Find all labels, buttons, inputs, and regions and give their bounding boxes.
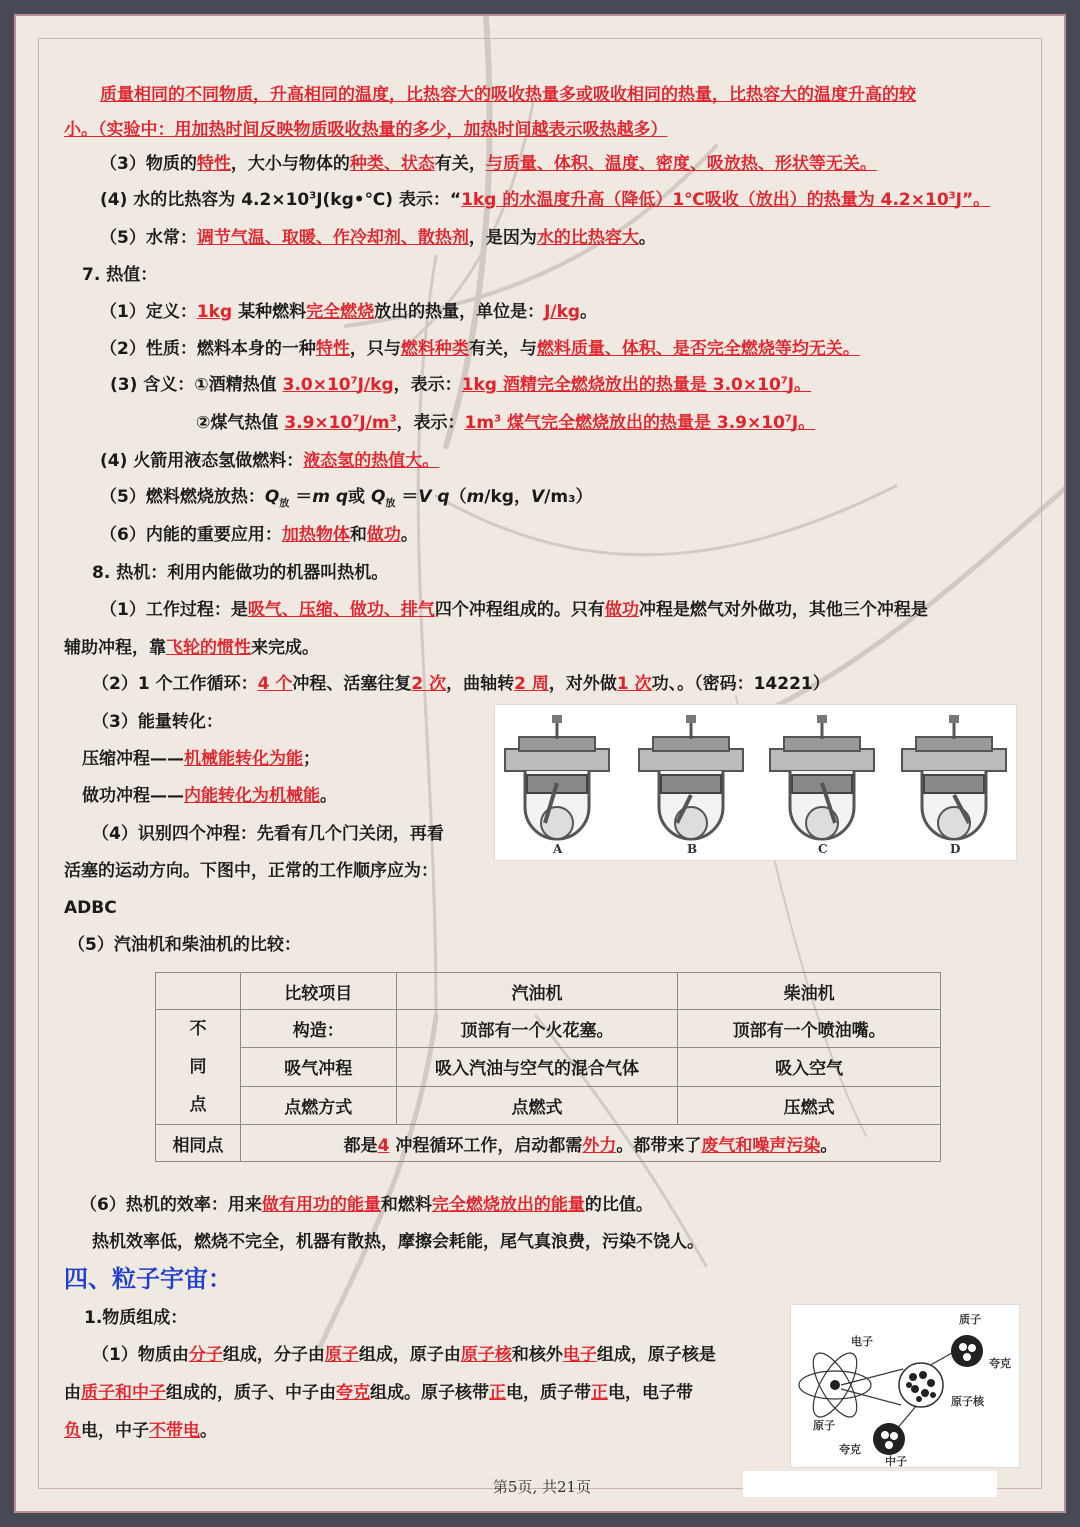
engine-b <box>639 715 743 839</box>
same-points-text: 都是4 冲程循环工作，启动都需外力。都带来了废气和噪声污染。 <box>240 1125 940 1162</box>
table-header-row <box>156 973 941 1010</box>
item-5-water-use: （5）水常：调节气温、取暖、作冷却剂、散热剂，是因为水的比热容大。 <box>100 228 656 248</box>
power-stroke: 做功冲程——内能转化为机械能。 <box>82 786 337 806</box>
item-7-6-application: （6）内能的重要应用：加热物体和做功。 <box>100 525 418 545</box>
item-7-5-formula: （5）燃料燃烧放热：$Q_放 =m$ q或 $Q_放 =V$ q（m/kg，V/m₃） <box>100 487 593 510</box>
label-quark-1: 夸克 <box>989 1357 1011 1370</box>
label-electron: 电子 <box>851 1335 873 1348</box>
efficiency-rhyme: 热机效率低，燃烧不完全，机器有散热，摩擦会耗能，尾气真浪费，污染不饶人。 <box>92 1232 704 1252</box>
item-4-water: (4) 水的比热容为 $4.2\times 10^3J(kg•℃)$ 表示：“1kg 的水温度升高（降低）1℃吸收（放出）的热量为 $4.2\times 10^3J$”。 <box>100 190 991 210</box>
same-points-label: 相同点 <box>156 1125 241 1162</box>
header-gasoline: 汽油机 <box>396 973 678 1010</box>
compression-stroke: 压缩冲程——机械能转化为能； <box>82 749 320 769</box>
engine-d <box>902 715 1006 839</box>
page-number: 第5页, 共21页 <box>492 1478 592 1496</box>
item-8-5-comparison: （5）汽油机和柴油机的比较： <box>68 935 301 955</box>
item-8-6-efficiency: （6）热机的效率：用来做有用功的能量和燃料完全燃烧放出的能量的比值。 <box>80 1195 653 1215</box>
engine-c <box>770 715 874 839</box>
engine-a <box>505 715 609 839</box>
engine-label-c: C <box>818 842 828 856</box>
item-7-2-nature: （2）性质：燃料本身的一种特性，只与燃料种类有关，与燃料质量、体积、是否完全燃烧等均无关。 <box>100 339 860 359</box>
engine-comparison-table <box>155 972 941 1162</box>
item-7-3-gas: ②煤气热值 $3.9\times 10^7J/m^3$，表示：$1m^3$ 煤气完全燃烧放出的热量是 $3.9\times 10^7J$。 <box>196 413 816 433</box>
engine-diagrams <box>495 705 1016 860</box>
atom-diagram <box>791 1305 1019 1467</box>
matter-composition-2: 由质子和中子组成的，质子、中子由夸克组成。原子核带正电，质子带正电，电子带 <box>64 1383 693 1403</box>
atom-structure-figure <box>790 1304 1020 1468</box>
same-points-row <box>156 1125 941 1162</box>
section-7-title: 7. 热值： <box>82 265 158 285</box>
engine-strokes-figure <box>494 704 1017 861</box>
table-row: 点燃方式 点燃式 压燃式 <box>156 1086 941 1124</box>
item-8-3-energy: （3）能量转化： <box>92 712 223 732</box>
item-8-1-process: （1）工作过程：是吸气、压缩、做功、排气四个冲程组成的。只有做功冲程是燃气对外做功，其他三个冲程是 <box>100 600 928 620</box>
item-8-4-identify: （4）识别四个冲程：先看有几个门关闭，再看 <box>92 824 444 844</box>
label-proton: 质子 <box>959 1313 981 1326</box>
item-8-1-process-cont: 辅助冲程，靠飞轮的惯性来完成。 <box>64 638 319 658</box>
different-points-label: 不 同 点 <box>156 1010 241 1125</box>
engine-label-a: A <box>553 842 563 856</box>
matter-composition-3: 负电，中子不带电。 <box>64 1421 217 1441</box>
section-4-heading: 四、粒子宇宙： <box>64 1265 232 1293</box>
table-row: 吸气冲程 吸入汽油与空气的混合气体 吸入空气 <box>156 1048 941 1086</box>
item-7-1-definition: （1）定义：1kg 某种燃料完全燃烧放出的热量，单位是：J/kg。 <box>100 302 598 322</box>
page-footer <box>16 1476 1066 1497</box>
engine-label-d: D <box>950 842 961 856</box>
item-8-2-cycle: （2）1 个工作循环：4 个冲程、活塞往复2 次，曲轴转2 周，对外做1 次功、。（密码：14221） <box>92 674 830 694</box>
section-4-1-title: 1.物质组成： <box>84 1308 188 1328</box>
label-quark-2: 夸克 <box>839 1443 861 1456</box>
label-atom: 原子 <box>813 1419 835 1432</box>
stroke-order: ADBC <box>64 898 117 918</box>
item-7-3-alcohol: (3) 含义：①酒精热值 $3.0\times 10^7J/kg$，表示：1kg 酒精完全燃烧放出的热量是 $3.0\times 10^7J$。 <box>110 375 812 395</box>
section-8-title: 8. 热机：利用内能做功的机器叫热机。 <box>92 563 389 583</box>
engine-label-b: B <box>687 842 698 856</box>
item-8-4-identify-cont: 活塞的运动方向。下图中，正常的工作顺序应为： <box>64 861 438 881</box>
header-diesel: 柴油机 <box>678 973 941 1010</box>
para-heat-capacity-2: 小。（实验中：用加热时间反映物质吸收热量的多少，加热时间越表示吸热越多） <box>64 120 668 140</box>
matter-composition-1: （1）物质由分子组成，分子由原子组成，原子由原子核和核外电子组成，原子核是 <box>92 1345 716 1365</box>
label-nucleus: 原子核 <box>951 1395 984 1408</box>
label-neutron: 中子 <box>885 1455 907 1467</box>
table-row: 不 同 点 构造： 顶部有一个火花塞。 顶部有一个喷油嘴。 <box>156 1010 941 1048</box>
item-3-property: （3）物质的特性，大小与物体的种类、状态有关，与质量、体积、温度、密度、吸放热、形状等无关。 <box>100 154 877 174</box>
item-7-4-rocket: (4) 火箭用液态氢做燃料：液态氢的热值大。 <box>100 451 440 471</box>
paper <box>14 14 1066 1513</box>
header-item: 比较项目 <box>240 973 396 1010</box>
para-heat-capacity-1: 质量相同的不同物质，升高相同的温度，比热容大的吸收热量多或吸收相同的热量，比热容大的温度升高的较 <box>100 85 916 105</box>
